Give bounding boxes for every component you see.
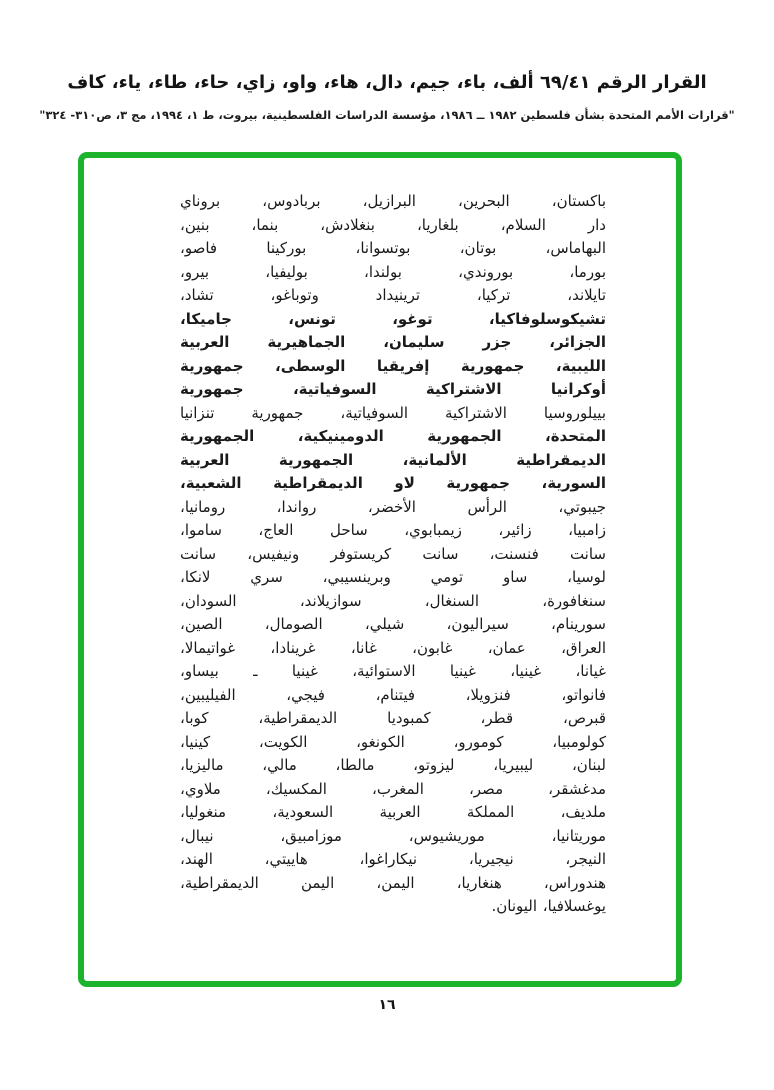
country-list-line: النيجر، نيجيريا، نيكاراغوا، هاييتي، الهند، — [180, 850, 606, 868]
country-list-line: جيبوتي، الرأس الأخضر، رواندا، رومانيا، — [180, 497, 606, 516]
country-list-line: هندوراس، هنغاريا، اليمن، اليمن الديمقراطية، — [180, 873, 606, 892]
country-list-line: غيانا، غينيا، غينيا الاستوائية، غينيا ـ بيساو، — [180, 662, 606, 680]
page-title: القرار الرقم ٦٩/٤١ ألف، باء، جيم، دال، هاء، واو، زاي، حاء، طاء، ياء، كاف — [67, 72, 707, 93]
country-list-line: الليبية، جمهورية إفريقيا الوسطى، جمهورية — [180, 356, 606, 375]
country-list-line: سنغافورة، السنغال، سوازيلاند، السودان، — [180, 591, 606, 610]
country-list-line: موريتانيا، موريشيوس، موزامبيق، نيبال، — [180, 826, 606, 845]
country-list-line: العراق، عمان، غابون، غانا، غرينادا، غواتيمالا، — [180, 638, 606, 657]
country-list-line: دار السلام، بلغاريا، بنغلادش، بنما، بنين، — [180, 215, 606, 234]
country-list-line: سانت فنسنت، سانت كريستوفر ونيفيس، سانت — [180, 544, 606, 563]
country-list-line: ملديف، المملكة العربية السعودية، منغوليا، — [180, 803, 606, 821]
page-number: ١٦ — [378, 997, 396, 1013]
country-list-line: كولومبيا، كومورو، الكونغو، الكويت، كينيا، — [180, 732, 606, 751]
country-list-line: بورما، بوروندي، بولندا، بوليفيا، بيرو، — [180, 262, 606, 281]
country-list-line: البهاماس، بوتان، بوتسوانا، بوركينا فاصو، — [180, 239, 606, 257]
country-list — [180, 190, 606, 919]
country-list-line: فانواتو، فنزويلا، فيتنام، فيجي، الفيليبين، — [180, 685, 606, 704]
source-citation: "قرارات الأمم المتحدة بشأن فلسطين ١٩٨٢ ــ ١٩٨٦، مؤسسة الدراسات الفلسطينية، بيروت، ط ١، ١٩٩٤، مج ٣، ص٣١٠- ٣٢٤" — [39, 108, 735, 122]
country-list-line: المتحدة، الجمهورية الدومينيكية، الجمهورية — [180, 427, 606, 445]
country-list-line: أوكرانيا الاشتراكية السوفياتية، جمهورية — [180, 380, 606, 398]
country-list-line: لوسيا، ساو تومي وبرينسيبي، سري لانكا، — [180, 568, 606, 586]
country-list-box — [78, 152, 682, 987]
country-list-line: السورية، جمهورية لاو الديمقراطية الشعبية، — [180, 474, 606, 492]
country-list-line: الجزائر، جزر سليمان، الجماهيرية العربية — [180, 333, 606, 351]
country-list-line: تايلاند، تركيا، ترينيداد وتوباغو، تشاد، — [180, 286, 606, 304]
country-list-line: تشيكوسلوفاكيا، توغو، تونس، جاميكا، — [180, 309, 606, 328]
country-list-line: بييلوروسيا الاشتراكية السوفياتية، جمهورية تنزانيا — [180, 403, 606, 422]
country-list-line: الديمقراطية الألمانية، الجمهورية العربية — [180, 450, 606, 469]
country-list-line: لبنان، ليبيريا، ليزوتو، مالطا، مالي، ماليزيا، — [180, 756, 606, 774]
country-list-line: سورينام، سيراليون، شيلي، الصومال، الصين، — [180, 615, 606, 633]
country-list-line: قبرص، قطر، كمبوديا الديمقراطية، كوبا، — [180, 709, 606, 727]
country-list-line: يوغسلافيا، اليونان. — [491, 897, 606, 915]
country-list-line: باكستان، البحرين، البرازيل، بربادوس، بروناي — [180, 192, 606, 210]
country-list-line: مدغشقر، مصر، المغرب، المكسيك، ملاوي، — [180, 779, 606, 798]
country-list-line: زامبيا، زائير، زيمبابوي، ساحل العاج، ساموا، — [180, 521, 606, 539]
